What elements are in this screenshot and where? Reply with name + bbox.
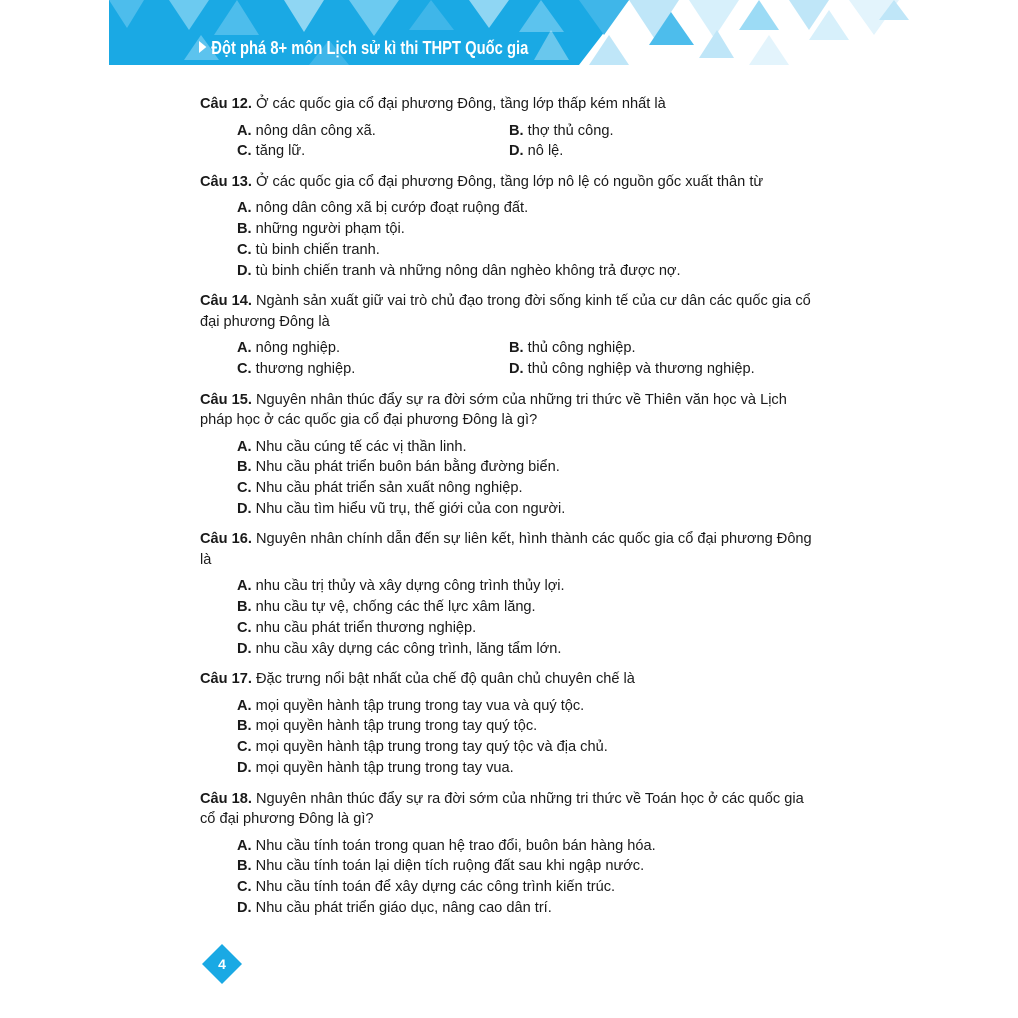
option-d: D. tù binh chiến tranh và những nông dân nghèo không trả được nợ. xyxy=(237,262,681,279)
question-text: Ở các quốc gia cổ đại phương Đông, tầng lớp nô lệ có nguồn gốc xuất thân từ xyxy=(255,173,764,190)
answer-options xyxy=(237,198,820,281)
question-12 xyxy=(200,94,820,162)
option-d: D. nhu cầu xây dựng các công trình, lăng tẩm lớn. xyxy=(237,640,562,657)
option-a: A. Nhu cầu tính toán trong quan hệ trao đổi, buôn bán hàng hóa. xyxy=(237,837,656,854)
option-c: C. Nhu cầu phát triển sản xuất nông nghiệp. xyxy=(237,480,523,497)
answer-options xyxy=(237,836,820,919)
option-c: C. thương nghiệp. xyxy=(237,360,356,377)
option-a: A. nông dân công xã. xyxy=(237,122,376,139)
question-number: Câu 13. xyxy=(200,173,252,190)
option-a: A. Nhu cầu cúng tế các vị thần linh. xyxy=(237,438,467,455)
question-17 xyxy=(200,669,820,778)
option-a: A. nông dân công xã bị cướp đoạt ruộng đất. xyxy=(237,200,529,217)
question-stem xyxy=(200,789,820,830)
option-c: C. Nhu cầu tính toán để xây dựng các công trình kiến trúc. xyxy=(237,878,616,895)
option-b: B. nhu cầu tự vệ, chống các thế lực xâm lăng. xyxy=(237,599,536,616)
question-18 xyxy=(200,789,820,919)
question-stem xyxy=(200,390,820,431)
book-title-text: Đột phá 8+ môn Lịch sử kì thi THPT Quốc gia xyxy=(211,38,529,58)
option-b: B. mọi quyền hành tập trung trong tay quý tộc. xyxy=(237,718,538,735)
book-title xyxy=(199,36,528,60)
question-13 xyxy=(200,172,820,281)
option-c: C. nhu cầu phát triển thương nghiệp. xyxy=(237,619,477,636)
option-b: B. Nhu cầu tính toán lại diện tích ruộng đất sau khi ngập nước. xyxy=(237,858,645,875)
question-15 xyxy=(200,390,820,520)
page-header-banner xyxy=(109,0,909,65)
question-text: Nguyên nhân thúc đẩy sự ra đời sớm của những tri thức về Thiên văn học và Lịch pháp học ở các quốc gia cổ đại phương Đông là gì? xyxy=(200,391,787,429)
answer-options xyxy=(237,121,820,162)
play-arrow-icon xyxy=(199,41,206,53)
question-text: Nguyên nhân thúc đẩy sự ra đời sớm của những tri thức về Toán học ở các quốc gia cổ đại phương Đông là gì? xyxy=(200,790,804,828)
option-c: C. tù binh chiến tranh. xyxy=(237,241,380,258)
question-number: Câu 15. xyxy=(200,391,252,408)
question-text: Ở các quốc gia cổ đại phương Đông, tầng lớp thấp kém nhất là xyxy=(255,96,666,112)
option-a: A. nông nghiệp. xyxy=(237,340,341,357)
question-stem xyxy=(200,172,820,193)
question-stem xyxy=(200,529,820,570)
option-b: B. thợ thủ công. xyxy=(509,122,614,139)
option-c: C. tăng lữ. xyxy=(237,143,306,160)
question-stem xyxy=(200,94,820,115)
option-d: D. Nhu cầu tìm hiểu vũ trụ, thế giới của con người. xyxy=(237,500,566,517)
answer-options xyxy=(237,576,820,659)
question-number: Câu 12. xyxy=(200,96,252,112)
option-d: D. Nhu cầu phát triển giáo dục, nâng cao dân trí. xyxy=(237,899,552,916)
page-number: 4 xyxy=(218,956,226,972)
answer-options xyxy=(237,338,820,379)
question-14 xyxy=(200,291,820,379)
option-d: D. thủ công nghiệp và thương nghiệp. xyxy=(509,360,755,377)
option-b: B. thủ công nghiệp. xyxy=(509,340,636,357)
option-b: B. Nhu cầu phát triển buôn bán bằng đường biển. xyxy=(237,459,560,476)
option-d: D. mọi quyền hành tập trung trong tay vua. xyxy=(237,759,514,776)
question-16 xyxy=(200,529,820,659)
question-text: Ngành sản xuất giữ vai trò chủ đạo trong đời sống kinh tế của cư dân các quốc gia cổ đại phương Đông là xyxy=(200,293,811,330)
answer-options xyxy=(237,696,820,779)
question-text: Nguyên nhân chính dẫn đến sự liên kết, hình thành các quốc gia cổ đại phương Đông là xyxy=(200,531,812,568)
question-number: Câu 14. xyxy=(200,293,252,310)
question-text: Đặc trưng nổi bật nhất của chế độ quân chủ chuyên chế là xyxy=(255,671,635,688)
question-list xyxy=(200,94,820,928)
question-number: Câu 16. xyxy=(200,531,252,548)
option-d: D. nô lệ. xyxy=(509,143,564,160)
option-c: C. mọi quyền hành tập trung trong tay quý tộc và địa chủ. xyxy=(237,739,608,756)
answer-options xyxy=(237,437,820,520)
question-stem xyxy=(200,291,820,332)
option-b: B. những người phạm tội. xyxy=(237,221,405,238)
question-number: Câu 17. xyxy=(200,671,252,688)
question-stem xyxy=(200,669,820,690)
option-a: A. mọi quyền hành tập trung trong tay vua và quý tộc. xyxy=(237,697,585,714)
option-a: A. nhu cầu trị thủy và xây dựng công trình thủy lợi. xyxy=(237,578,565,595)
question-number: Câu 18. xyxy=(200,790,252,807)
